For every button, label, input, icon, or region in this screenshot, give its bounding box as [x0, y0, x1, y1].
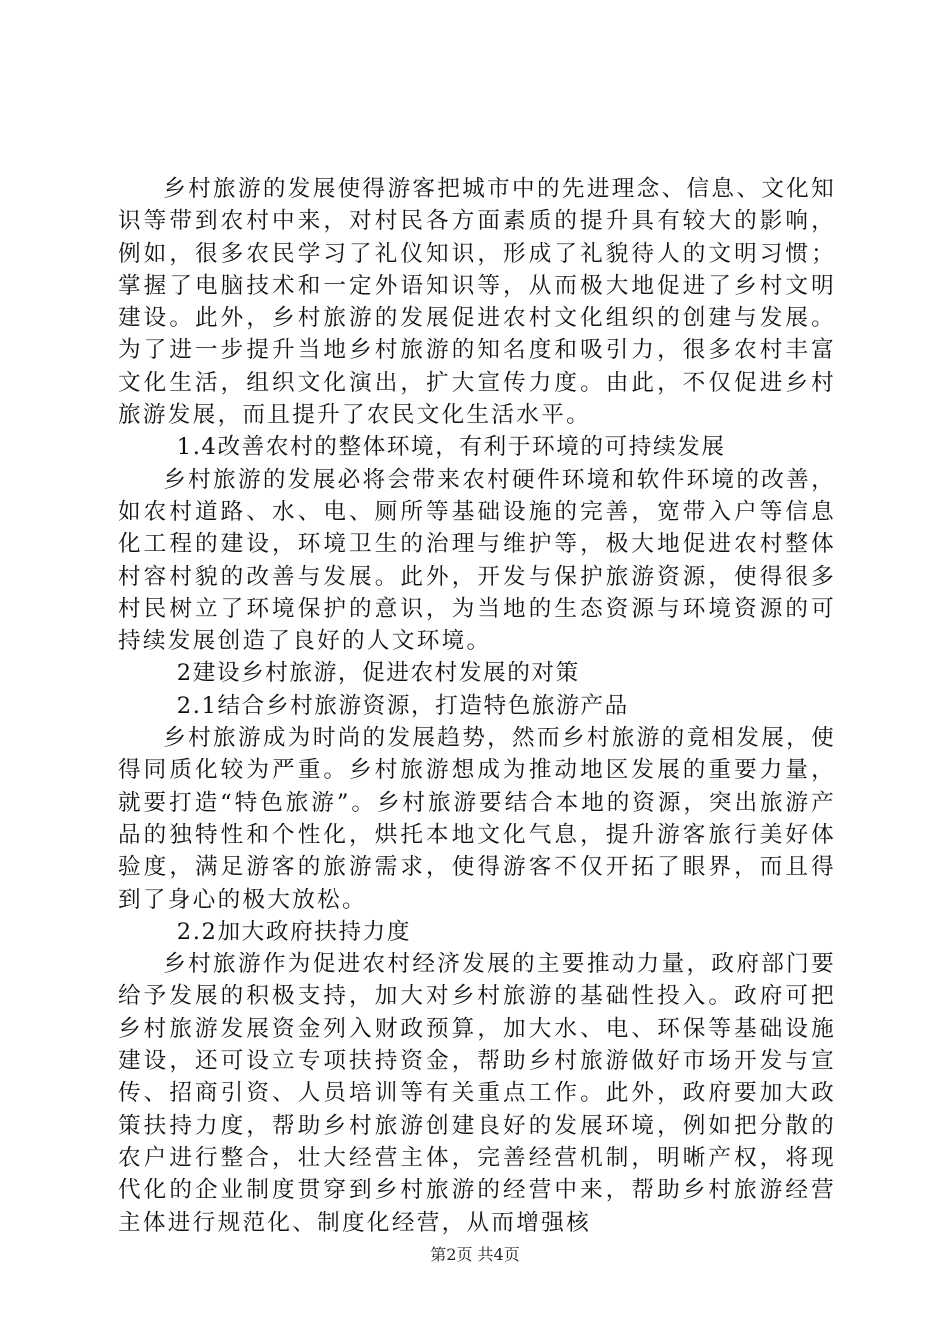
page-number-footer: 第2页 共4页 [430, 1245, 520, 1264]
document-body [118, 173, 836, 1239]
heading-1-4: 1.4改善农村的整体环境，有利于环境的可持续发展 [176, 434, 726, 461]
heading-2-1: 2.1结合乡村旅游资源，打造特色旅游产品 [176, 692, 629, 719]
paragraph-environment: 乡村旅游的发展必将会带来农村硬件环境和软件环境的改善，如农村道路、水、电、厕所等基础设施的完善，宽带入户等信息化工程的建设，环境卫生的治理与维护等，极大地促进农村整体村容村貌的改善与发展。此外，开发与保护旅游资源，使得很多村民树立了环境保护的意识，为当地的生态资源与环境资源的可持续发展创造了良好的人文环境。 [118, 466, 836, 655]
paragraph-government-support: 乡村旅游作为促进农村经济发展的主要推动力量，政府部门要给予发展的积极支持，加大对乡村旅游的基础性投入。政府可把乡村旅游发展资金列入财政预算，加大水、电、环保等基础设施建设，还可设立专项扶持资金，帮助乡村旅游做好市场开发与宣传、招商引资、人员培训等有关重点工作。此外，政府要加大政策扶持力度，帮助乡村旅游创建良好的发展环境，例如把分散的农户进行整合，壮大经营主体，完善经营机制，明晰产权，将现代化的企业制度贯穿到乡村旅游的经营中来，帮助乡村旅游经营主体进行规范化、制度化经营，从而增强核 [118, 951, 836, 1236]
heading-2: 2建设乡村旅游，促进农村发展的对策 [176, 660, 580, 687]
paragraph-rural-culture: 乡村旅游的发展使得游客把城市中的先进理念、信息、文化知识等带到农村中来，对村民各方面素质的提升具有较大的影响，例如，很多农民学习了礼仪知识，形成了礼貌待人的文明习惯；掌握了电脑技术和一定外语知识等，从而极大地促进了乡村文明建设。此外，乡村旅游的发展促进农村文化组织的创建与发展。为了进一步提升当地乡村旅游的知名度和吸引力，很多农村丰富文化生活，组织文化演出，扩大宣传力度。由此，不仅促进乡村旅游发展，而且提升了农民文化生活水平。 [118, 176, 836, 429]
paragraph-special-tourism: 乡村旅游成为时尚的发展趋势，然而乡村旅游的竟相发展，使得同质化较为严重。乡村旅游想成为推动地区发展的重要力量，就要打造“特色旅游”。乡村旅游要结合本地的资源，突出旅游产品的独特性和个性化，烘托本地文化气息，提升游客旅行美好体验度，满足游客的旅游需求，使得游客不仅开拓了眼界，而且得到了身心的极大放松。 [118, 725, 836, 913]
heading-2-2: 2.2加大政府扶持力度 [176, 918, 412, 945]
